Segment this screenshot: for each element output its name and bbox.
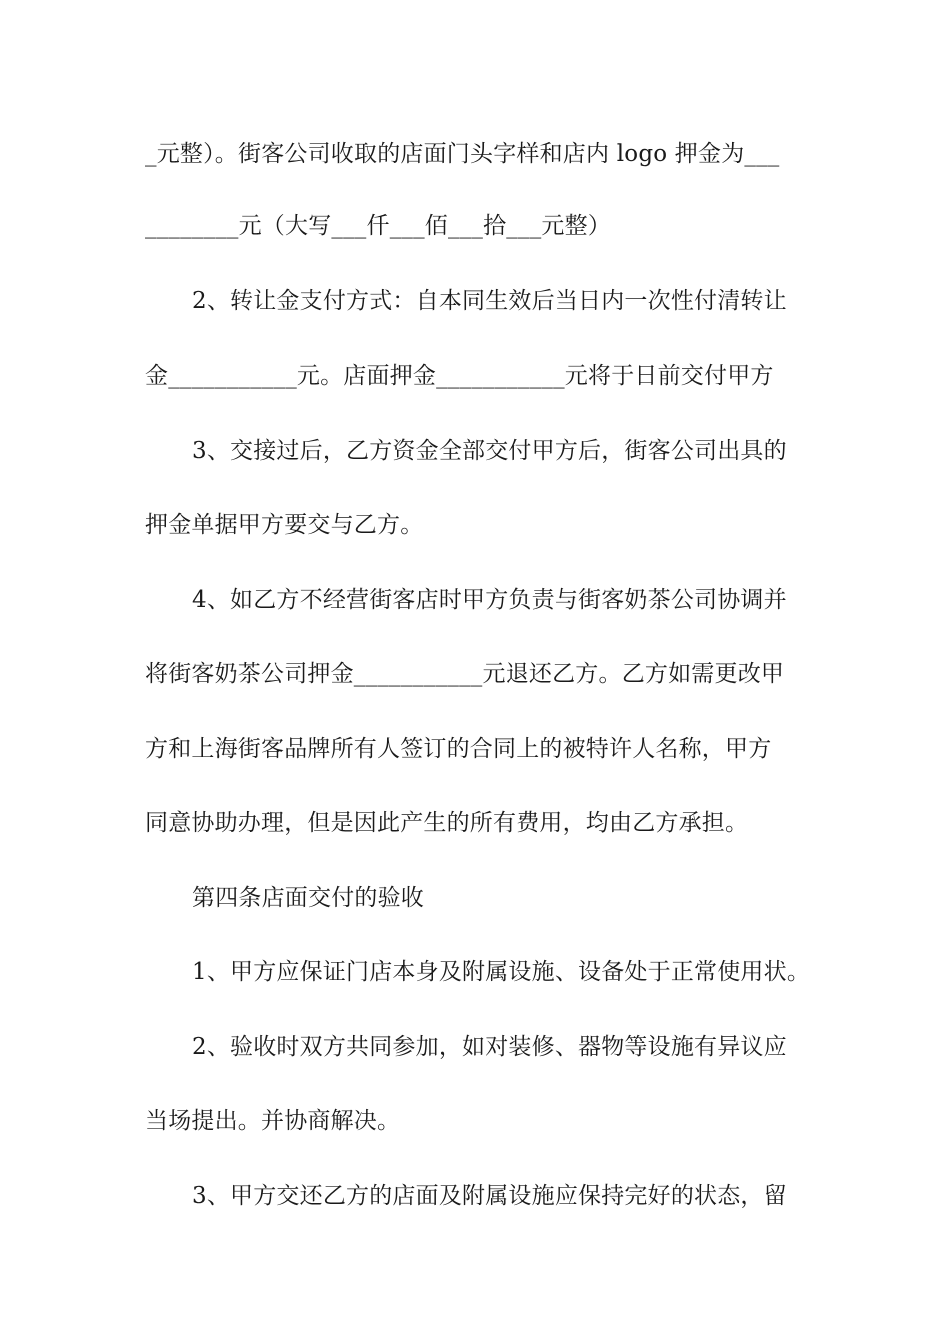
text-line: ________元（大写___仟___佰___拾___元整） <box>145 213 611 239</box>
text-line: 当场提出。并协商解决。 <box>145 1108 401 1134</box>
text-line: 金___________元。店面押金___________元将于日前交付甲方 <box>145 363 774 389</box>
text-line: 2、转让金支付方式：自本同生效后当日内一次性付清转让 <box>192 288 787 314</box>
text-line: 将街客奶茶公司押金___________元退还乙方。乙方如需更改甲 <box>145 661 785 687</box>
text-line: 4、如乙方不经营街客店时甲方负责与街客奶茶公司协调并 <box>192 587 787 613</box>
text-line: 方和上海街客品牌所有人签订的合同上的被特许人名称，甲方 <box>145 736 772 762</box>
text-line: 3、甲方交还乙方的店面及附属设施应保持完好的状态，留 <box>192 1183 787 1209</box>
section-heading: 第四条店面交付的验收 <box>192 885 424 911</box>
text-line: 押金单据甲方要交与乙方。 <box>145 512 424 538</box>
text-line: 3、交接过后，乙方资金全部交付甲方后，街客公司出具的 <box>192 438 787 464</box>
text-line: 同意协助办理，但是因此产生的所有费用，均由乙方承担。 <box>145 810 749 836</box>
text-line: 1、甲方应保证门店本身及附属设施、设备处于正常使用状。 <box>192 959 811 985</box>
text-line: 2、验收时双方共同参加，如对装修、器物等设施有异议应 <box>192 1034 787 1060</box>
text-line: _元整）。街客公司收取的店面门头字样和店内 logo 押金为___ <box>145 141 780 167</box>
